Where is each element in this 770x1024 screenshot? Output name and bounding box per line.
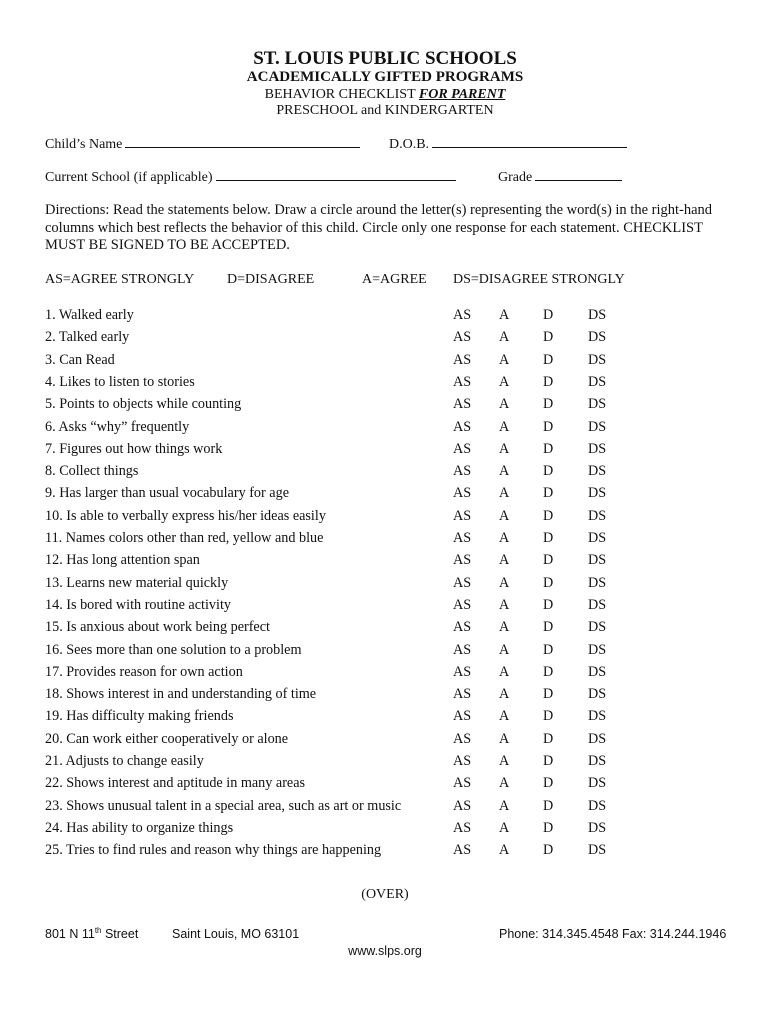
statement-text: 7. Figures out how things work bbox=[45, 440, 223, 457]
choice-as[interactable]: AS bbox=[453, 463, 472, 480]
choice-d[interactable]: D bbox=[543, 842, 554, 859]
dob-label: D.O.B. bbox=[389, 137, 430, 152]
legend-disagree-strongly: DS=DISAGREE STRONGLY bbox=[453, 272, 625, 287]
statement-text: 1. Walked early bbox=[45, 307, 134, 323]
child-name-field[interactable] bbox=[45, 135, 360, 153]
choice-d[interactable]: D bbox=[543, 307, 554, 323]
choice-a[interactable]: A bbox=[499, 307, 510, 323]
choice-a[interactable]: A bbox=[499, 574, 510, 591]
choice-as[interactable]: AS bbox=[453, 530, 472, 546]
choice-d[interactable]: D bbox=[543, 619, 554, 636]
choice-d[interactable]: D bbox=[543, 596, 554, 613]
grade-line[interactable] bbox=[535, 168, 622, 181]
statement-text: 21. Adjusts to change easily bbox=[45, 753, 204, 769]
current-school-field[interactable] bbox=[45, 168, 456, 186]
choice-ds[interactable]: DS bbox=[588, 775, 607, 792]
legend-agree-strongly: AS=AGREE STRONGLY bbox=[45, 272, 195, 287]
grade-label: Grade bbox=[498, 170, 533, 185]
current-school-line[interactable] bbox=[216, 168, 456, 181]
statement-text: 16. Sees more than one solution to a problem bbox=[45, 641, 302, 658]
address-sup: th bbox=[94, 925, 102, 935]
choice-as[interactable]: AS bbox=[453, 507, 472, 524]
choice-as[interactable]: AS bbox=[453, 753, 472, 769]
choice-d[interactable]: D bbox=[543, 641, 554, 658]
choice-as[interactable]: AS bbox=[453, 641, 472, 658]
choice-as[interactable]: AS bbox=[453, 797, 472, 814]
choice-ds[interactable]: DS bbox=[588, 396, 607, 413]
choice-as[interactable]: AS bbox=[453, 842, 472, 859]
choice-d[interactable]: D bbox=[543, 351, 554, 368]
choice-a[interactable]: A bbox=[499, 596, 510, 613]
choice-a[interactable]: A bbox=[499, 842, 510, 859]
legend-disagree: D=DISAGREE bbox=[227, 272, 315, 287]
choice-as[interactable]: AS bbox=[453, 819, 472, 836]
choice-ds[interactable]: DS bbox=[588, 351, 607, 368]
level-title: PRESCHOOL and KINDERGARTEN bbox=[276, 103, 494, 118]
child-name-label: Child’s Name bbox=[45, 137, 123, 152]
footer-city: Saint Louis, MO 63101 bbox=[172, 927, 300, 941]
choice-ds[interactable]: DS bbox=[588, 530, 607, 546]
choice-a[interactable]: A bbox=[499, 663, 510, 680]
statement-text: 22. Shows interest and aptitude in many areas bbox=[45, 775, 306, 792]
choice-d[interactable]: D bbox=[543, 797, 554, 814]
choice-as[interactable]: AS bbox=[453, 663, 472, 680]
statement-text: 4. Likes to listen to stories bbox=[45, 373, 195, 390]
choice-as[interactable]: AS bbox=[453, 686, 472, 703]
choice-a[interactable]: A bbox=[499, 351, 510, 368]
statement-text: 13. Learns new material quickly bbox=[45, 574, 229, 591]
choice-a[interactable]: A bbox=[499, 619, 510, 636]
choice-ds[interactable]: DS bbox=[588, 842, 607, 859]
choice-as[interactable]: AS bbox=[453, 730, 472, 747]
choice-a[interactable]: A bbox=[499, 329, 510, 346]
choice-a[interactable]: A bbox=[499, 797, 510, 814]
choice-a[interactable]: A bbox=[499, 507, 510, 524]
statement-text: 24. Has ability to organize things bbox=[45, 819, 234, 836]
legend-agree: A=AGREE bbox=[362, 272, 427, 287]
directions-text: Directions: Read the statements below. Draw a circle around the letter(s) representing the word(s) in the right-hand columns which best reflects the behavior of this child. Circle only one response for each statement. CHECKLIST MUST BE SIGNED TO BE ACCEPTED. bbox=[45, 202, 713, 253]
child-name-line[interactable] bbox=[125, 135, 360, 148]
choice-ds[interactable]: DS bbox=[588, 463, 607, 480]
choice-ds[interactable]: DS bbox=[588, 663, 607, 680]
choice-d[interactable]: D bbox=[543, 708, 554, 725]
choice-ds[interactable]: DS bbox=[588, 596, 607, 613]
choice-a[interactable]: A bbox=[499, 552, 510, 569]
choice-a[interactable]: A bbox=[499, 753, 510, 769]
statement-text: 6. Asks “why” frequently bbox=[45, 418, 190, 435]
choice-ds[interactable]: DS bbox=[588, 708, 607, 725]
choice-as[interactable]: AS bbox=[453, 351, 472, 368]
choice-d[interactable]: D bbox=[543, 552, 554, 569]
choice-ds[interactable]: DS bbox=[588, 485, 607, 502]
choice-ds[interactable]: DS bbox=[588, 418, 607, 435]
statement-text: 10. Is able to verbally express his/her ideas easily bbox=[45, 507, 326, 524]
choice-a[interactable]: A bbox=[499, 708, 510, 725]
choice-d[interactable]: D bbox=[543, 730, 554, 747]
choice-d[interactable]: D bbox=[543, 753, 554, 769]
choice-as[interactable]: AS bbox=[453, 418, 472, 435]
choice-ds[interactable]: DS bbox=[588, 440, 607, 457]
over-note: (OVER) bbox=[361, 887, 409, 902]
choice-d[interactable]: D bbox=[543, 663, 554, 680]
statement-text: 20. Can work either cooperatively or alone bbox=[45, 730, 289, 747]
choice-ds[interactable]: DS bbox=[588, 552, 607, 569]
choice-as[interactable]: AS bbox=[453, 619, 472, 636]
statement-text: 12. Has long attention span bbox=[45, 552, 200, 569]
choice-as[interactable]: AS bbox=[453, 440, 472, 457]
grade-field[interactable] bbox=[498, 168, 622, 186]
choice-ds[interactable]: DS bbox=[588, 730, 607, 747]
statement-text: 5. Points to objects while counting bbox=[45, 396, 242, 413]
choice-ds[interactable]: DS bbox=[588, 797, 607, 814]
school-title: ST. LOUIS PUBLIC SCHOOLS bbox=[253, 48, 517, 69]
choice-d[interactable]: D bbox=[543, 775, 554, 792]
choice-d[interactable]: D bbox=[543, 396, 554, 413]
statement-text: 18. Shows interest in and understanding of time bbox=[45, 686, 317, 703]
choice-d[interactable]: D bbox=[543, 373, 554, 390]
choice-a[interactable]: A bbox=[499, 819, 510, 836]
choice-as[interactable]: AS bbox=[453, 307, 472, 323]
choice-ds[interactable]: DS bbox=[588, 753, 607, 769]
choice-a[interactable]: A bbox=[499, 686, 510, 703]
choice-a[interactable]: A bbox=[499, 373, 510, 390]
choice-d[interactable]: D bbox=[543, 507, 554, 524]
address-prefix: 801 N 11 bbox=[45, 927, 95, 941]
choice-as[interactable]: AS bbox=[453, 396, 472, 413]
choice-a[interactable]: A bbox=[499, 641, 510, 658]
statement-text: 11. Names colors other than red, yellow and blue bbox=[45, 530, 324, 546]
statement-text: 14. Is bored with routine activity bbox=[45, 596, 231, 613]
statement-text: 17. Provides reason for own action bbox=[45, 663, 243, 680]
choice-d[interactable]: D bbox=[543, 463, 554, 480]
choice-d[interactable]: D bbox=[543, 574, 554, 591]
choice-as[interactable]: AS bbox=[453, 596, 472, 613]
choice-a[interactable]: A bbox=[499, 463, 510, 480]
choice-as[interactable]: AS bbox=[453, 329, 472, 346]
choice-ds[interactable]: DS bbox=[588, 619, 607, 636]
choice-a[interactable]: A bbox=[499, 530, 510, 546]
checklist-title-prefix: BEHAVIOR CHECKLIST bbox=[264, 87, 419, 102]
statement-text: 3. Can Read bbox=[45, 351, 115, 368]
statement-text: 2. Talked early bbox=[45, 329, 130, 346]
choice-d[interactable]: D bbox=[543, 686, 554, 703]
choice-a[interactable]: A bbox=[499, 485, 510, 502]
choice-ds[interactable]: DS bbox=[588, 329, 607, 346]
checklist-title-emphasis: FOR PARENT bbox=[418, 87, 506, 102]
statement-text: 9. Has larger than usual vocabulary for age bbox=[45, 485, 289, 502]
choice-d[interactable]: D bbox=[543, 530, 554, 546]
statement-text: 8. Collect things bbox=[45, 463, 139, 480]
choice-ds[interactable]: DS bbox=[588, 373, 607, 390]
footer-website[interactable]: www.slps.org bbox=[348, 944, 422, 958]
choice-a[interactable]: A bbox=[499, 418, 510, 435]
statement-text: 19. Has difficulty making friends bbox=[45, 708, 234, 725]
statement-text: 23. Shows unusual talent in a special area, such as art or music bbox=[45, 797, 402, 814]
choice-ds[interactable]: DS bbox=[588, 641, 607, 658]
choice-d[interactable]: D bbox=[543, 485, 554, 502]
choice-d[interactable]: D bbox=[543, 329, 554, 346]
statement-text: 25. Tries to find rules and reason why things are happening bbox=[45, 842, 382, 859]
program-title: ACADEMICALLY GIFTED PROGRAMS bbox=[246, 69, 524, 85]
choice-ds[interactable]: DS bbox=[588, 819, 607, 836]
dob-field[interactable] bbox=[389, 135, 627, 153]
choice-ds[interactable]: DS bbox=[588, 574, 607, 591]
choice-as[interactable]: AS bbox=[453, 552, 472, 569]
choice-a[interactable]: A bbox=[499, 396, 510, 413]
address-suffix: Street bbox=[101, 927, 139, 941]
choice-as[interactable]: AS bbox=[453, 485, 472, 502]
choice-a[interactable]: A bbox=[499, 730, 510, 747]
choice-ds[interactable]: DS bbox=[588, 686, 607, 703]
current-school-label: Current School (if applicable) bbox=[45, 170, 213, 185]
footer-phone: Phone: 314.345.4548 Fax: 314.244.1946 bbox=[499, 927, 727, 941]
choice-d[interactable]: D bbox=[543, 418, 554, 435]
choice-ds[interactable]: DS bbox=[588, 507, 607, 524]
choice-as[interactable]: AS bbox=[453, 574, 472, 591]
choice-d[interactable]: D bbox=[543, 819, 554, 836]
choice-as[interactable]: AS bbox=[453, 373, 472, 390]
footer-address bbox=[45, 927, 138, 941]
choice-ds[interactable]: DS bbox=[588, 307, 607, 323]
choice-a[interactable]: A bbox=[499, 440, 510, 457]
checklist-title bbox=[0, 87, 770, 103]
dob-line[interactable] bbox=[432, 135, 627, 148]
choice-as[interactable]: AS bbox=[453, 775, 472, 792]
choice-a[interactable]: A bbox=[499, 775, 510, 792]
choice-as[interactable]: AS bbox=[453, 708, 472, 725]
choice-d[interactable]: D bbox=[543, 440, 554, 457]
statement-text: 15. Is anxious about work being perfect bbox=[45, 619, 270, 636]
